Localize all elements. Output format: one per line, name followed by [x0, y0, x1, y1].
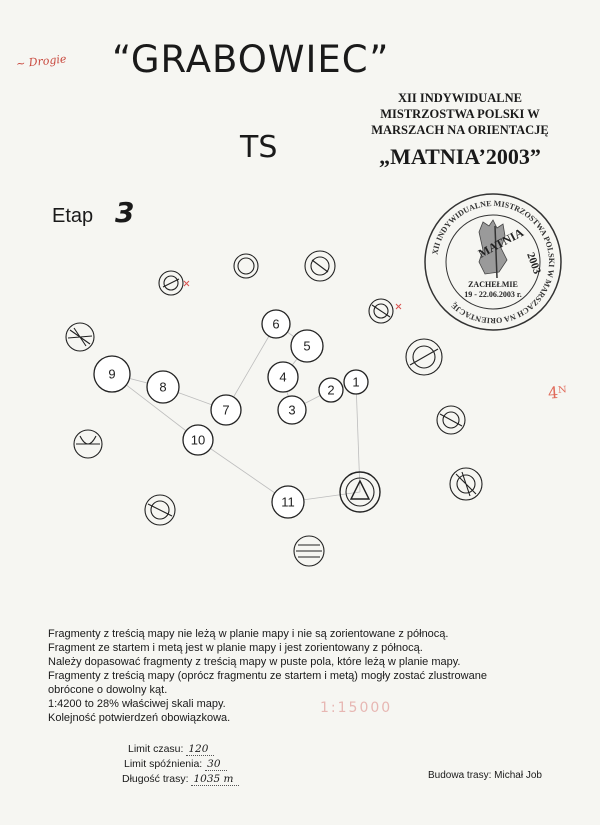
control-8 — [147, 371, 179, 403]
control-7 — [211, 395, 241, 425]
championship-line-2: MISTRZOSTWA POLSKI W — [380, 107, 540, 121]
instruction-line: Kolejność potwierdzeń obowiązkowa. — [48, 712, 231, 724]
instruction-line: Fragmenty z treścią mapy nie leżą w planie mapy i nie są zorientowane z północą. — [48, 628, 449, 640]
margin-note: 4ᴺ — [547, 382, 568, 403]
control-9 — [94, 356, 130, 392]
instruction-line: obrócone o dowolny kąt. — [48, 684, 168, 696]
control-1 — [344, 370, 368, 394]
control-6 — [262, 310, 290, 338]
championship-line-1: XII INDYWIDUALNE — [398, 91, 522, 105]
control-label: 9 — [108, 366, 116, 382]
control-label: 5 — [303, 338, 311, 354]
control-4 — [268, 362, 298, 392]
stamp-ring-text: XII INDYWIDUALNE MISTRZOSTWA POLSKI W MARSZACH NA ORIENTACJĘ — [430, 198, 557, 326]
handwritten-scale: 1:15000 — [320, 700, 393, 716]
control-label: 4 — [279, 369, 287, 385]
control-label: 11 — [281, 494, 295, 510]
route-length-label: Długość trasy: — [122, 773, 189, 785]
control-2 — [319, 378, 343, 402]
time-limit — [128, 743, 214, 756]
route-length-value: 1035 m — [191, 773, 239, 786]
late-limit-label: Limit spóźnienia: — [124, 758, 203, 770]
championship-line-3: MARSZACH NA ORIENTACJĘ — [371, 123, 549, 137]
late-limit-value: 30 — [205, 758, 226, 771]
stage-label: Etap — [52, 205, 94, 227]
time-limit-value: 120 — [186, 743, 214, 756]
red-marks — [184, 281, 401, 309]
control-label: 7 — [222, 402, 230, 418]
map-fragment — [294, 536, 324, 566]
control-10 — [183, 425, 213, 455]
control-label: 8 — [159, 379, 167, 395]
control-label: 3 — [288, 402, 296, 418]
orienteering-map — [0, 230, 600, 610]
late-limit — [124, 758, 227, 771]
instruction-line: Należy dopasować fragmenty z treścią mapy w puste pola, które leżą w planie mapy. — [48, 656, 461, 668]
category-label: TS — [240, 130, 278, 165]
handwritten-note: ~ Drogie — [15, 52, 68, 71]
control-5 — [291, 330, 323, 362]
map-fragment — [145, 495, 175, 525]
page-title: “GRABOWIEC” — [112, 38, 390, 81]
map-fragment — [369, 299, 393, 323]
time-limit-label: Limit czasu: — [128, 743, 184, 755]
map-fragment — [159, 271, 183, 295]
map-fragment — [305, 251, 335, 281]
event-name: „MATNIA’2003” — [379, 144, 541, 169]
map-fragment — [437, 406, 465, 434]
instruction-line: Fragmenty z treścią mapy (oprócz fragmentu ze startem i metą) mogły zostać zlustrowane — [48, 670, 487, 682]
stamp-year: 2003 — [524, 250, 543, 276]
map-fragment — [450, 468, 482, 500]
map-fragment — [66, 323, 94, 351]
control-11 — [272, 486, 304, 518]
map-fragment — [234, 254, 258, 278]
control-label: 2 — [327, 382, 335, 398]
instruction-line: 1:4200 to 28% właściwej skali mapy. — [48, 698, 226, 710]
stamp-dates: 19 - 22.06.2003 r. — [464, 290, 522, 299]
control-label: 1 — [352, 374, 360, 390]
course-builder: Budowa trasy: Michał Job — [428, 770, 542, 781]
control-label: 6 — [272, 316, 280, 332]
route-length — [122, 773, 239, 786]
control-3 — [278, 396, 306, 424]
map-fragment — [74, 430, 102, 458]
map-fragment — [406, 339, 442, 375]
instruction-line: Fragment ze startem i metą jest w planie mapy i jest zorientowany z północą. — [48, 642, 423, 654]
stage-number: 3 — [115, 196, 135, 229]
stamp-place: ZACHEŁMIE — [468, 280, 518, 289]
control-label: 10 — [190, 432, 206, 448]
stamp-center-name: MATNIA — [475, 225, 526, 261]
